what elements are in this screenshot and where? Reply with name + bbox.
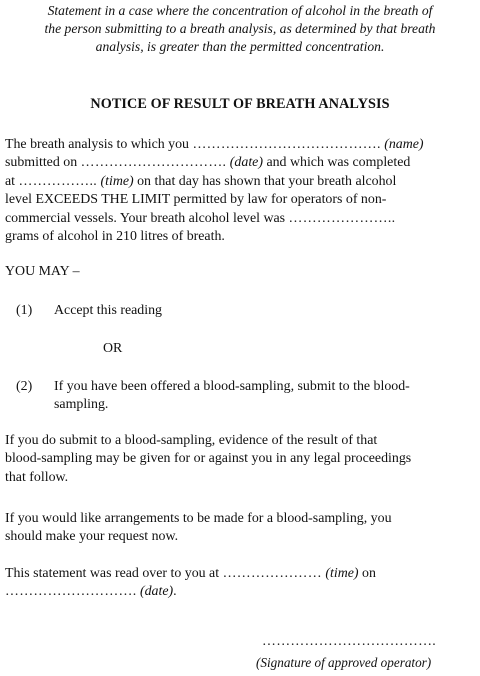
document-title: NOTICE OF RESULT OF BREATH ANALYSIS (90, 96, 390, 112)
paragraph-line (5, 583, 475, 601)
signature-label: (Signature of approved operator) (256, 655, 432, 670)
text: This statement was read over to you at (5, 566, 223, 581)
intro-line: Statement in a case where the concentration of alcohol in the breath of (47, 3, 433, 18)
request-paragraph (5, 510, 475, 547)
time-blank: …………….. (18, 173, 97, 189)
option-line: If you have been offered a blood-sampling, submit to the blood- (54, 379, 410, 394)
paragraph-line: should make your request now. (5, 529, 179, 545)
evidence-paragraph (5, 432, 475, 487)
option-number: (1) (16, 303, 33, 318)
text: on that day has shown that your breath alcohol (133, 173, 397, 189)
or-label: OR (103, 341, 123, 356)
text: submitted on (5, 155, 81, 171)
intro-line: the person submitting to a breath analysis, as determined by that breath (44, 21, 436, 36)
option-text: Accept this reading (54, 303, 162, 318)
date-blank: …………………………. (80, 155, 227, 171)
signature-line: ………………………………. (262, 634, 437, 649)
intro-statement (6, 2, 474, 56)
paragraph-line: that follow. (5, 469, 69, 485)
text: on (358, 566, 376, 581)
level-blank: ………………….. (288, 210, 396, 226)
paragraph-line (5, 154, 475, 172)
time-label: (time) (321, 566, 359, 581)
paragraph-line (5, 210, 475, 228)
paragraph-line: If you would like arrangements to be made for a blood-sampling, you (5, 511, 392, 526)
text: The breath analysis to which you (5, 137, 193, 152)
intro-line: analysis, is greater than the permitted concentration. (95, 39, 385, 54)
option-text (54, 378, 472, 415)
date-blank: ………………………. (5, 584, 137, 600)
text: . (173, 584, 177, 600)
paragraph-line: level EXCEEDS THE LIMIT permitted by law for operators of non- (5, 192, 387, 208)
date-label: (date) (136, 584, 174, 600)
paragraph-line: grams of alcohol in 210 litres of breath. (5, 229, 225, 245)
text: at (5, 173, 19, 189)
name-label: (name) (380, 137, 424, 152)
paragraph-line (5, 136, 475, 154)
time-blank: ………………… (222, 566, 322, 581)
time-label: (time) (97, 173, 134, 189)
name-blank: …………………………………. (192, 137, 381, 152)
you-may-heading: YOU MAY – (5, 264, 80, 279)
paragraph-line (5, 565, 475, 583)
paragraph-line: If you do submit to a blood-sampling, evidence of the result of that (5, 433, 378, 448)
option-line: sampling. (54, 397, 109, 413)
paragraph-line: blood-sampling may be given for or against you in any legal proceedings (5, 451, 412, 467)
result-paragraph (5, 136, 475, 246)
date-label: (date) (226, 155, 263, 171)
text: commercial vessels. Your breath alcohol level was (5, 210, 289, 226)
option-number: (2) (16, 379, 33, 394)
paragraph-line (5, 173, 475, 191)
read-over-paragraph (5, 565, 475, 602)
text: and which was completed (262, 155, 411, 171)
